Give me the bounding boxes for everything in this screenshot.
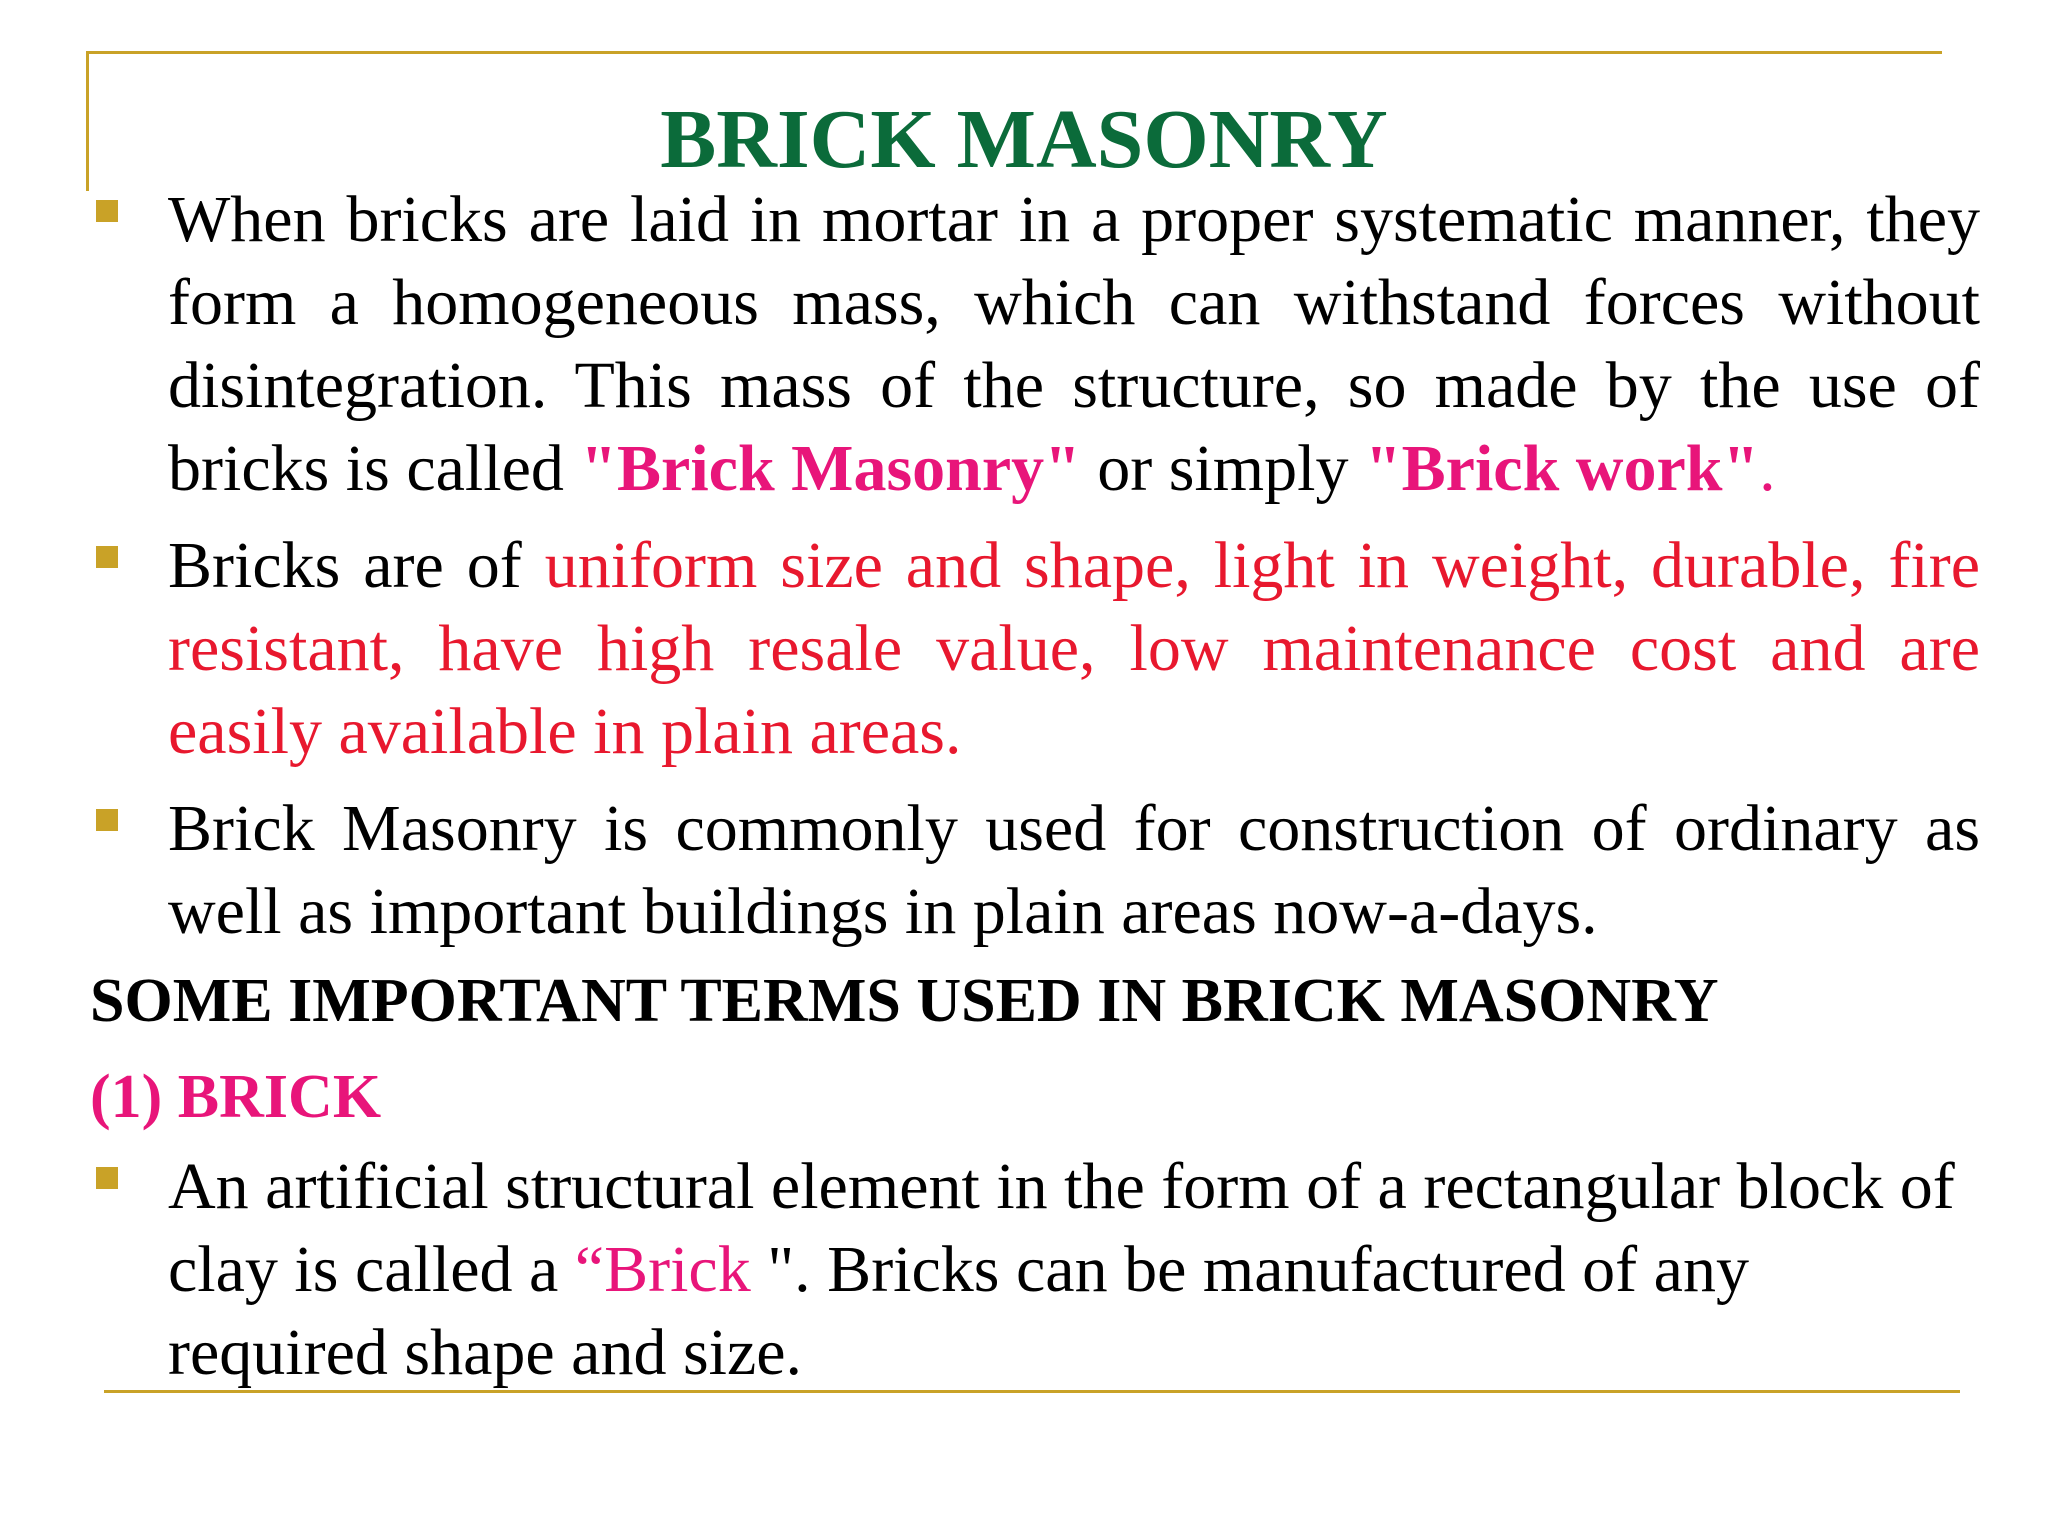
section-heading: SOME IMPORTANT TERMS USED IN BRICK MASONRY bbox=[90, 967, 1719, 1035]
term-brick: “Brick bbox=[574, 1233, 768, 1306]
bullet-text bbox=[168, 524, 1980, 773]
bullet-text bbox=[168, 1145, 1980, 1394]
square-bullet-icon bbox=[96, 1167, 118, 1189]
bullet-text-part: ". Bricks can be manufactured of any required shape and size. bbox=[168, 1233, 1749, 1389]
term-brick-masonry: "Brick Masonry" bbox=[580, 432, 1081, 505]
bullet-text-part: When bricks are laid in mortar in a proper systematic manner, they form a homogeneous mass, which can withstand forces without disintegration. This mass of the structure, so made by the use of bricks is called bbox=[168, 183, 1980, 505]
frame-top-rule bbox=[86, 51, 1942, 54]
square-bullet-icon bbox=[96, 546, 118, 568]
sub-heading: (1) BRICK bbox=[90, 1063, 382, 1131]
bullet-text: Brick Masonry is commonly used for construction of ordinary as well as important buildings in plain areas now-a-days. bbox=[168, 792, 1980, 948]
slide-content bbox=[90, 178, 1980, 1394]
brick-properties-highlight: uniform size and shape, light in weight, durable, fire resistant, have high resale value, low maintenance cost and are easily available in plain areas. bbox=[168, 529, 1980, 768]
bullet-text-part: An artificial structural element in the form of a rectangular block of clay is called a bbox=[168, 1150, 1955, 1306]
square-bullet-icon bbox=[96, 200, 118, 222]
bullet-definition-masonry bbox=[90, 178, 1980, 510]
bullet-text bbox=[168, 178, 1980, 510]
square-bullet-icon bbox=[96, 809, 118, 831]
bullet-text-part: Bricks are of bbox=[168, 529, 545, 602]
slide-title: BRICK MASONRY bbox=[660, 93, 1388, 186]
bullet-brick-properties bbox=[90, 524, 1980, 773]
bullet-brick-usage bbox=[90, 787, 1980, 953]
term-brick-work: "Brick work" bbox=[1364, 432, 1760, 505]
bullet-text-part: or simply bbox=[1080, 432, 1365, 505]
bullet-text-part: . bbox=[1759, 432, 1776, 505]
bullet-brick-definition bbox=[90, 1145, 1980, 1394]
